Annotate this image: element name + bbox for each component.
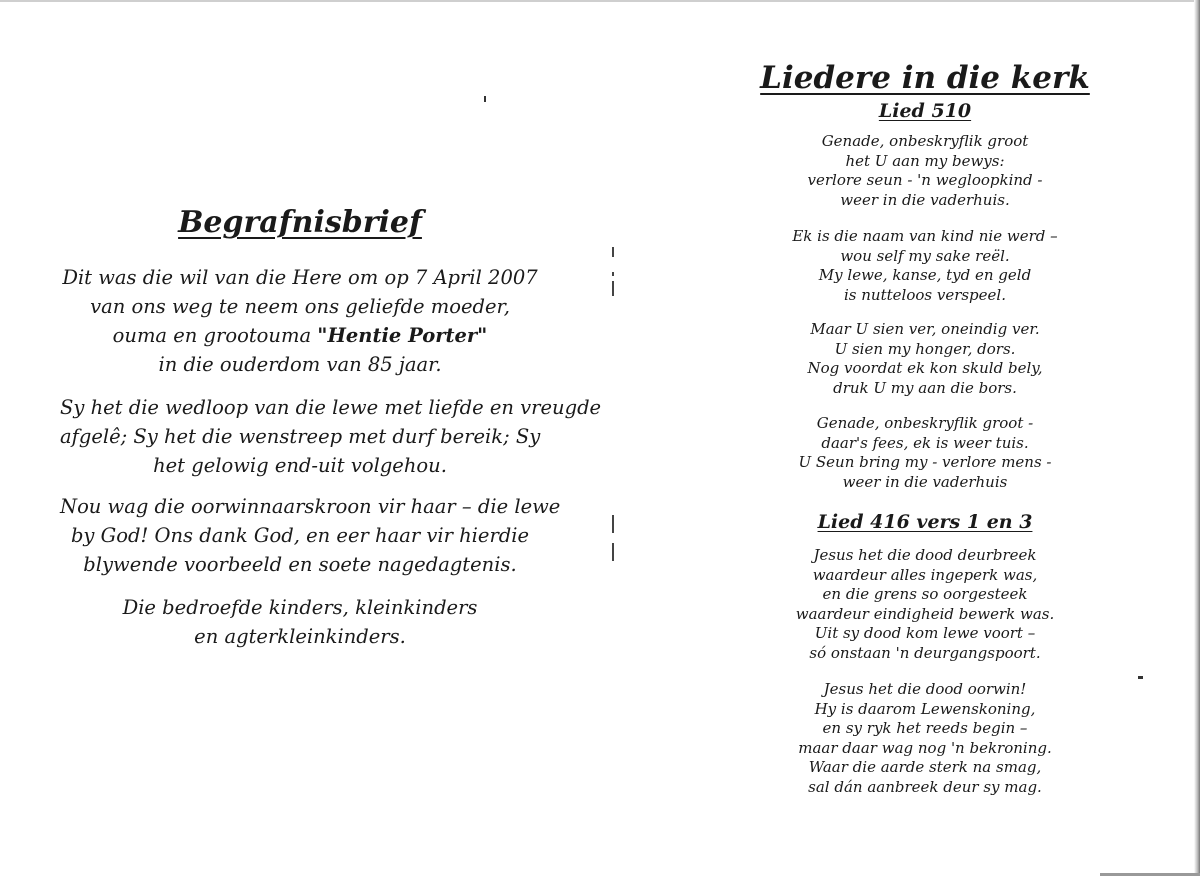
song-416-title: Lied 416 vers 1 en 3 bbox=[817, 511, 1033, 533]
lyric-line: weer in die vaderhuis. bbox=[840, 190, 1010, 209]
lyric-line: Maar U sien ver, oneindig ver. bbox=[810, 320, 1040, 338]
text-line: by God! Ons dank God, en eer haar vir hierdie bbox=[70, 524, 530, 547]
lyric-line: verlore seun - 'n wegloopkind - bbox=[807, 171, 1043, 189]
lyric-line: Jesus het die dood oorwin! bbox=[823, 680, 1027, 698]
lyric-line: maar daar wag nog 'n bekroning. bbox=[798, 738, 1052, 757]
lyric-line: waardeur alles ingeperk was, bbox=[812, 565, 1038, 584]
text-line: ouma en grootouma "Hentie Porter" bbox=[112, 324, 488, 347]
song-510-stanza bbox=[750, 227, 1100, 305]
lyric-line: en die grens so oorgesteek bbox=[822, 585, 1028, 603]
text-line: afgelê; Sy het die wenstreep met durf bereik; Sy bbox=[60, 425, 541, 448]
right-page bbox=[600, 0, 1200, 876]
lyric-line: en sy ryk het reeds begin – bbox=[822, 719, 1028, 737]
lyric-line: só onstaan 'n deurgangspoort. bbox=[809, 643, 1041, 662]
lyric-line: Hy is daarom Lewenskoning, bbox=[814, 699, 1036, 718]
lyric-line: het U aan my bewys: bbox=[845, 151, 1005, 170]
text-line: in die ouderdom van 85 jaar. bbox=[158, 353, 442, 376]
lyric-line: Jesus het die dood deurbreek bbox=[813, 546, 1037, 564]
lyric-line: Genade, onbeskryflik groot bbox=[821, 132, 1029, 150]
lyric-line: Uit sy dood kom lewe voort – bbox=[814, 624, 1036, 642]
race-paragraph bbox=[60, 393, 602, 480]
song-416-stanza bbox=[750, 546, 1100, 663]
text-line: Nou wag die oorwinnaarskroon vir haar – die lewe bbox=[60, 495, 561, 518]
crown-paragraph bbox=[60, 492, 561, 579]
songs-title: Liedere in die kerk bbox=[760, 60, 1090, 96]
lyric-line: druk U my aan die bors. bbox=[833, 378, 1017, 397]
lyric-line: Ek is die naam van kind nie werd – bbox=[792, 227, 1058, 245]
text-line: Sy het die wedloop van die lewe met liefde en vreugde bbox=[60, 396, 602, 419]
lyric-line: wou self my sake reël. bbox=[840, 246, 1010, 265]
song-510-stanza bbox=[750, 320, 1100, 398]
lyric-line: daar's fees, ek is weer tuis. bbox=[821, 433, 1029, 452]
text-line: Die bedroefde kinders, kleinkinders bbox=[122, 596, 478, 619]
text-line: blywende voorbeeld en soete nagedagtenis. bbox=[83, 553, 517, 576]
lyric-line: is nutteloos verspeel. bbox=[844, 285, 1006, 304]
text-line: het gelowig end-uit volgehou. bbox=[153, 454, 447, 477]
song-510-stanza bbox=[750, 132, 1100, 210]
song-510-title: Lied 510 bbox=[878, 100, 972, 122]
lyric-line: Waar die aarde sterk na smag, bbox=[808, 758, 1042, 776]
song-416-stanza bbox=[750, 680, 1100, 797]
lyric-line: U Seun bring my - verlore mens - bbox=[798, 453, 1052, 471]
lyric-line: My lewe, kanse, tyd en geld bbox=[818, 266, 1032, 284]
lyric-line: sal dán aanbreek deur sy mag. bbox=[808, 777, 1042, 796]
text-line: van ons weg te neem ons geliefde moeder, bbox=[90, 295, 510, 318]
lyric-line: waardeur eindigheid bewerk was. bbox=[795, 604, 1055, 623]
page-title: Begrafnisbrief bbox=[178, 205, 422, 240]
text-line: Dit was die wil van die Here om op 7 April 2007 bbox=[62, 266, 538, 289]
lyric-line: Nog voordat ek kon skuld bely, bbox=[807, 359, 1043, 377]
signoff-paragraph bbox=[60, 593, 540, 651]
lyric-line: U sien my honger, dors. bbox=[834, 339, 1016, 358]
text-line: en agterkleinkinders. bbox=[194, 625, 406, 648]
lyric-line: weer in die vaderhuis bbox=[842, 472, 1008, 491]
song-510-stanza bbox=[750, 414, 1100, 492]
deceased-name: "Hentie Porter" bbox=[317, 324, 488, 347]
lyric-line: Genade, onbeskryflik groot - bbox=[816, 414, 1034, 432]
intro-paragraph bbox=[60, 263, 540, 379]
